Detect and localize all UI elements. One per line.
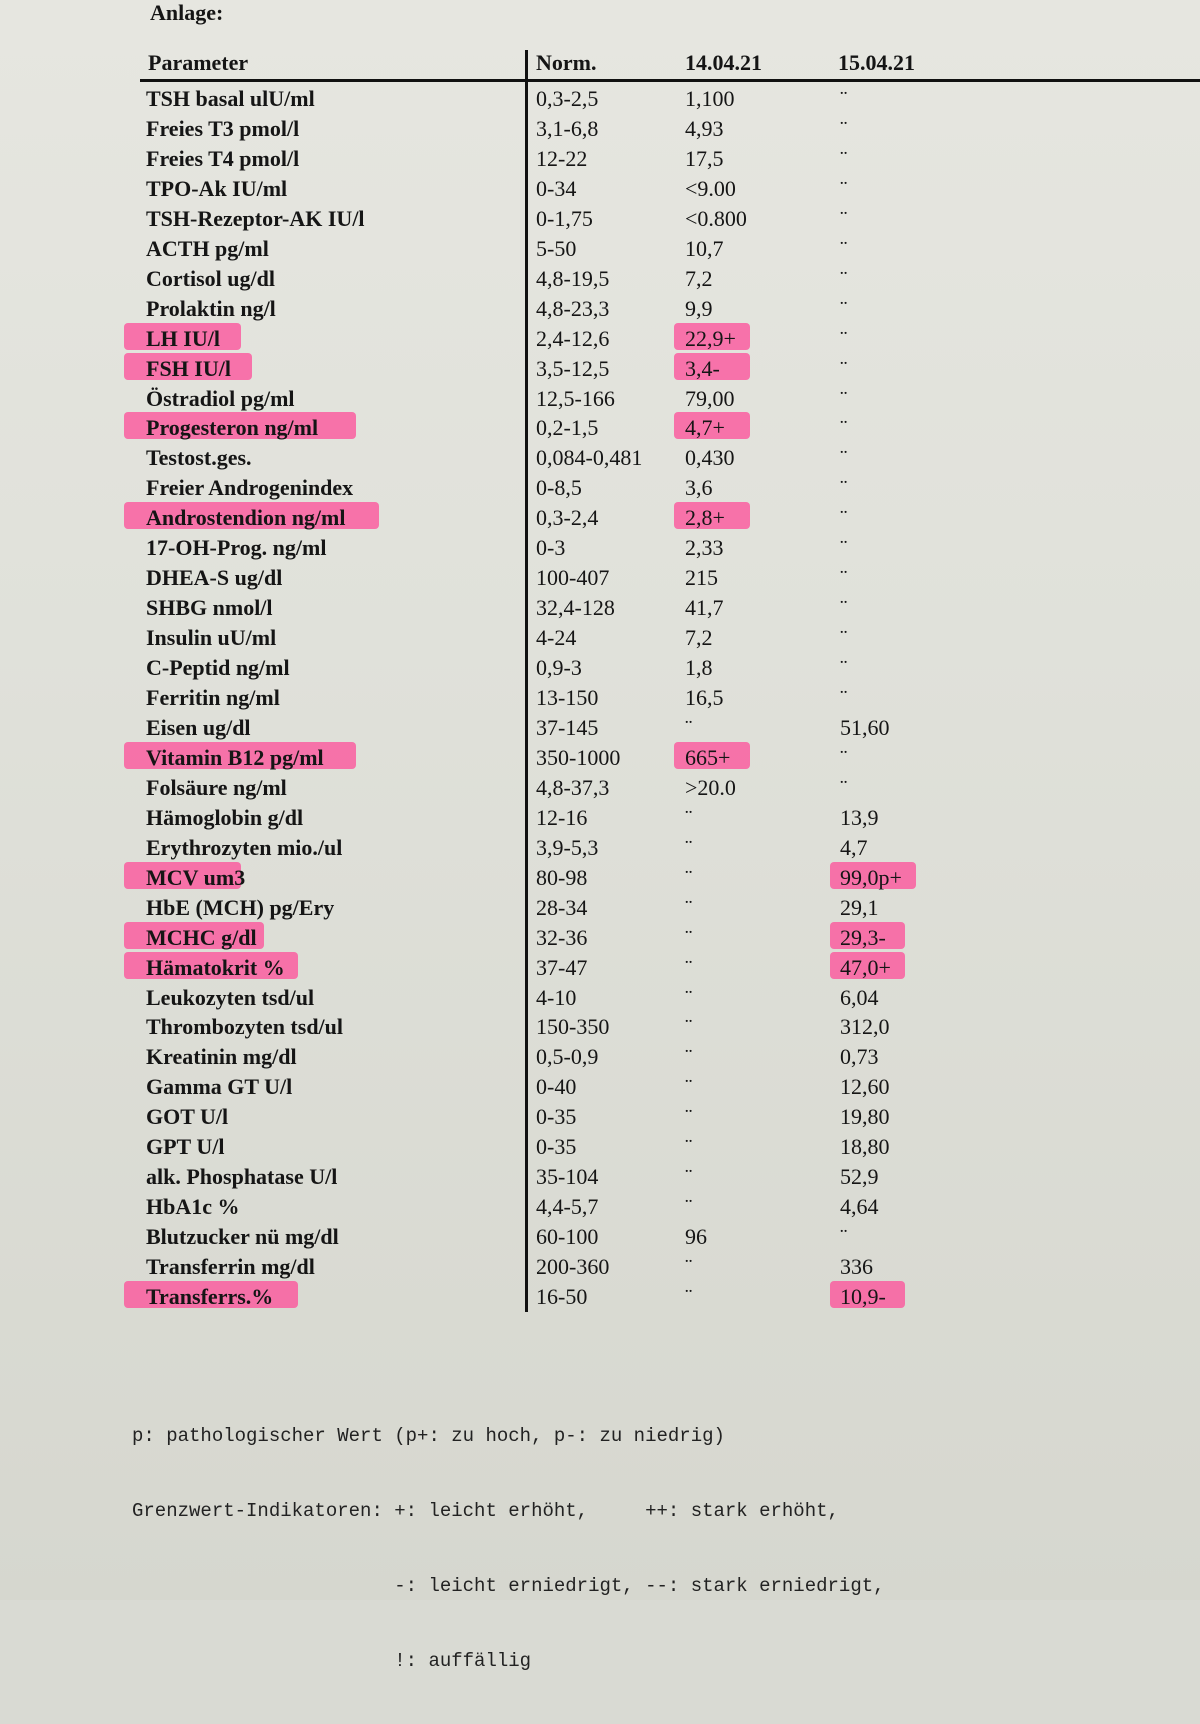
table-row [0,561,1200,591]
norm-cell: 4,8-23,3 [536,295,610,321]
value-cell-date-2: ¨ [840,355,848,381]
header-date-1: 14.04.21 [685,50,762,75]
value-cell-date-2: ¨ [840,86,848,111]
value-cell-date-1: 3,6 [685,475,713,501]
norm-cell: 0-35 [536,1134,577,1160]
table-row [0,771,1200,801]
value-cell-date-1: 4,93 [685,115,724,141]
table-row [0,202,1200,232]
value-cell-date-2: 312,0 [840,1014,890,1040]
table-row [0,382,1200,412]
table-row [0,831,1200,861]
value-cell-date-1: ¨ [685,924,693,950]
table-row [0,1100,1200,1130]
value-cell-date-1: ¨ [685,1164,693,1190]
value-cell-date-2: ¨ [840,205,848,231]
param-cell: Eisen ug/dl [146,714,251,740]
table-row [0,471,1200,501]
param-cell: Thrombozyten tsd/ul [146,1014,344,1040]
value-cell-date-2: 4,7 [840,834,868,860]
header-date-2: 15.04.21 [838,50,915,75]
param-cell: SHBG nmol/l [146,595,273,621]
value-cell-date-2: 19,80 [840,1104,890,1130]
value-cell-date-1: 215 [685,565,718,591]
value-cell-date-1: ¨ [685,864,693,890]
norm-cell: 32,4-128 [536,595,615,621]
legend-line: Grenzwert-Indikatoren: +: leicht erhöht, ++: stark erhöht, [132,1500,839,1522]
value-cell-date-1: 2,33 [685,535,724,561]
value-cell-date-2: 52,9 [840,1164,879,1190]
value-cell-date-1: ¨ [685,834,693,860]
value-cell-date-2: ¨ [840,265,848,291]
value-cell-date-1: <9.00 [685,175,736,201]
norm-cell: 4-24 [536,625,577,651]
value-cell-date-1: 1,8 [685,655,713,681]
norm-cell: 5-50 [536,235,577,261]
table-row [0,741,1200,771]
norm-cell: 4,4-5,7 [536,1194,599,1220]
param-cell: Hämatokrit % [146,954,285,980]
norm-cell: 28-34 [536,894,588,920]
table-row [0,501,1200,531]
norm-cell: 2,4-12,6 [536,325,610,351]
table-row [0,1280,1200,1310]
value-cell-date-2: ¨ [840,625,848,651]
param-cell: Blutzucker nü mg/dl [146,1224,339,1250]
param-cell: Transferrs.% [146,1284,274,1309]
param-cell: TSH basal ulU/ml [146,86,315,111]
value-cell-date-2: ¨ [840,1224,848,1250]
value-cell-date-2: ¨ [840,295,848,321]
norm-cell: 0-40 [536,1074,577,1100]
value-cell-date-2: 29,3- [840,924,886,950]
param-cell: Leukozyten tsd/ul [146,984,315,1010]
value-cell-date-1: ¨ [685,1044,693,1070]
value-cell-date-2: 10,9- [840,1284,886,1309]
norm-cell: 0-3 [536,535,566,561]
value-cell-date-2: 13,9 [840,804,879,830]
value-cell-date-2: ¨ [840,655,848,681]
value-cell-date-2: 4,64 [840,1194,879,1220]
value-cell-date-1: ¨ [685,954,693,980]
value-cell-date-1: 665+ [685,744,731,770]
value-cell-date-1: ¨ [685,894,693,920]
norm-cell: 13-150 [536,685,599,710]
param-cell: MCV um3 [146,864,246,890]
value-cell-date-2: 51,60 [840,714,890,740]
param-cell: Erythrozyten mio./ul [146,834,343,860]
value-cell-date-1: 0,430 [685,445,735,471]
value-cell-date-1: ¨ [685,1194,693,1220]
value-cell-date-2: ¨ [840,235,848,261]
norm-cell: 150-350 [536,1014,610,1040]
value-cell-date-2: ¨ [840,145,848,171]
param-cell: TSH-Rezeptor-AK IU/l [146,205,365,231]
param-cell: C-Peptid ng/ml [146,655,290,681]
param-cell: 17-OH-Prog. ng/ml [146,535,327,561]
norm-cell: 4-10 [536,984,577,1010]
param-cell: Freies T4 pmol/l [146,145,300,171]
param-cell: Kreatinin mg/dl [146,1044,297,1070]
value-cell-date-1: 3,4- [685,355,720,381]
page-title: Anlage: [150,0,224,25]
param-cell: Folsäure ng/ml [146,774,287,800]
norm-cell: 350-1000 [536,744,621,770]
value-cell-date-2: ¨ [840,565,848,591]
value-cell-date-2: ¨ [840,744,848,770]
norm-cell: 4,8-19,5 [536,265,610,291]
value-cell-date-2: ¨ [840,595,848,621]
value-cell-date-2: ¨ [840,385,848,411]
norm-cell: 3,5-12,5 [536,355,610,381]
value-cell-date-1: 96 [685,1224,707,1250]
table-row [0,232,1200,262]
norm-cell: 16-50 [536,1284,588,1309]
value-cell-date-2: 12,60 [840,1074,890,1100]
table-row [0,1160,1200,1190]
value-cell-date-1: 7,2 [685,625,713,651]
table-row [0,681,1200,711]
header-norm: Norm. [536,50,597,75]
value-cell-date-1: 7,2 [685,265,713,291]
param-cell: Cortisol ug/dl [146,265,275,291]
table-row [0,441,1200,471]
table-row [0,1130,1200,1160]
norm-cell: 0,5-0,9 [536,1044,599,1070]
table-row [0,172,1200,202]
value-cell-date-1: 41,7 [685,595,724,621]
value-cell-date-2: ¨ [840,505,848,531]
norm-cell: 0,3-2,4 [536,505,599,531]
table-row [0,651,1200,681]
value-cell-date-2: 47,0+ [840,954,891,980]
value-cell-date-1: ¨ [685,1284,693,1309]
norm-cell: 32-36 [536,924,588,950]
value-cell-date-2: ¨ [840,774,848,800]
legend-line: !: auffällig [132,1650,532,1672]
table-row [0,891,1200,921]
norm-cell: 12-16 [536,804,588,830]
param-cell: FSH IU/l [146,355,231,381]
value-cell-date-2: 336 [840,1254,873,1280]
param-cell: Androstendion ng/ml [146,505,346,531]
table-row [0,352,1200,382]
norm-cell: 60-100 [536,1224,599,1250]
value-cell-date-2: ¨ [840,475,848,501]
header-parameter: Parameter [148,50,249,75]
norm-cell: 0,9-3 [536,655,582,681]
value-cell-date-2: ¨ [840,175,848,201]
norm-cell: 200-360 [536,1254,610,1280]
value-cell-date-2: ¨ [840,115,848,141]
norm-cell: 12-22 [536,145,588,171]
legend-line: -: leicht erniedrigt, --: stark erniedrigt, [132,1575,885,1597]
value-cell-date-1: <0.800 [685,205,747,231]
value-cell-date-2: ¨ [840,535,848,561]
table-row [0,1250,1200,1280]
norm-cell: 35-104 [536,1164,599,1190]
param-cell: MCHC g/dl [146,924,257,950]
value-cell-date-1: 79,00 [685,385,735,411]
value-cell-date-1: 9,9 [685,295,713,321]
value-cell-date-2: ¨ [840,445,848,471]
legend [132,1374,885,1724]
param-cell: DHEA-S ug/dl [146,565,283,591]
value-cell-date-2: 6,04 [840,984,879,1010]
param-cell: Hämoglobin g/dl [146,804,304,830]
table-row [0,262,1200,292]
param-cell: GOT U/l [146,1104,229,1130]
param-cell: Progesteron ng/ml [146,415,319,441]
value-cell-date-1: ¨ [685,714,693,740]
table-row [0,861,1200,891]
param-cell: Gamma GT U/l [146,1074,293,1100]
norm-cell: 0-8,5 [536,475,582,501]
value-cell-date-1: 1,100 [685,86,735,111]
table-row [0,531,1200,561]
value-cell-date-2: 18,80 [840,1134,890,1160]
param-cell: Prolaktin ng/l [146,295,276,321]
param-cell: Testost.ges. [146,445,252,471]
norm-cell: 0,084-0,481 [536,445,643,471]
param-cell: GPT U/l [146,1134,225,1160]
param-cell: Östradiol pg/ml [146,385,295,411]
table-row [0,801,1200,831]
norm-cell: 80-98 [536,864,588,890]
value-cell-date-1: 16,5 [685,685,724,710]
norm-cell: 3,9-5,3 [536,834,599,860]
param-cell: ACTH pg/ml [146,235,269,261]
param-cell: Freier Androgenindex [146,475,354,501]
table-row [0,322,1200,352]
table-row [0,411,1200,441]
value-cell-date-1: >20.0 [685,774,736,800]
value-cell-date-2: ¨ [840,685,848,710]
value-cell-date-1: 10,7 [685,235,724,261]
table-row [0,1190,1200,1220]
table-row [0,591,1200,621]
norm-cell: 37-47 [536,954,588,980]
table-row [0,292,1200,322]
value-cell-date-1: ¨ [685,1134,693,1160]
value-cell-date-1: ¨ [685,804,693,830]
value-cell-date-1: 22,9+ [685,325,736,351]
table-row [0,1010,1200,1040]
value-cell-date-2: ¨ [840,415,848,441]
norm-cell: 0-35 [536,1104,577,1130]
table-row [0,981,1200,1011]
param-cell: Freies T3 pmol/l [146,115,300,141]
table-row [0,951,1200,981]
table-row [0,921,1200,951]
param-cell: LH IU/l [146,325,220,351]
value-cell-date-1: 17,5 [685,145,724,171]
norm-cell: 37-145 [536,714,599,740]
param-cell: Transferrin mg/dl [146,1254,315,1280]
norm-cell: 0,3-2,5 [536,86,599,111]
value-cell-date-1: ¨ [685,984,693,1010]
table-row [0,711,1200,741]
value-cell-date-2: 99,0p+ [840,864,902,890]
value-cell-date-1: 2,8+ [685,505,725,531]
norm-cell: 0-34 [536,175,577,201]
table-row [0,142,1200,172]
value-cell-date-2: 0,73 [840,1044,879,1070]
value-cell-date-2: 29,1 [840,894,879,920]
table-row [0,1040,1200,1070]
value-cell-date-1: ¨ [685,1254,693,1280]
param-cell: TPO-Ak IU/ml [146,175,288,201]
norm-cell: 0-1,75 [536,205,593,231]
value-cell-date-1: ¨ [685,1074,693,1100]
norm-cell: 12,5-166 [536,385,615,411]
norm-cell: 0,2-1,5 [536,415,599,441]
table-row [0,1070,1200,1100]
param-cell: Ferritin ng/ml [146,685,280,710]
norm-cell: 3,1-6,8 [536,115,599,141]
param-cell: HbA1c % [146,1194,240,1220]
value-cell-date-1: ¨ [685,1014,693,1040]
legend-line: p: pathologischer Wert (p+: zu hoch, p-: zu niedrig) [132,1425,725,1447]
table-row [0,621,1200,651]
param-cell: Insulin uU/ml [146,625,277,651]
table-row [0,82,1200,112]
table-row [0,1220,1200,1250]
param-cell: HbE (MCH) pg/Ery [146,894,335,920]
param-cell: Vitamin B12 pg/ml [146,744,324,770]
value-cell-date-2: ¨ [840,325,848,351]
value-cell-date-1: 4,7+ [685,415,725,441]
param-cell: alk. Phosphatase U/l [146,1164,338,1190]
table-row [0,112,1200,142]
value-cell-date-1: ¨ [685,1104,693,1130]
norm-cell: 100-407 [536,565,610,591]
norm-cell: 4,8-37,3 [536,774,610,800]
